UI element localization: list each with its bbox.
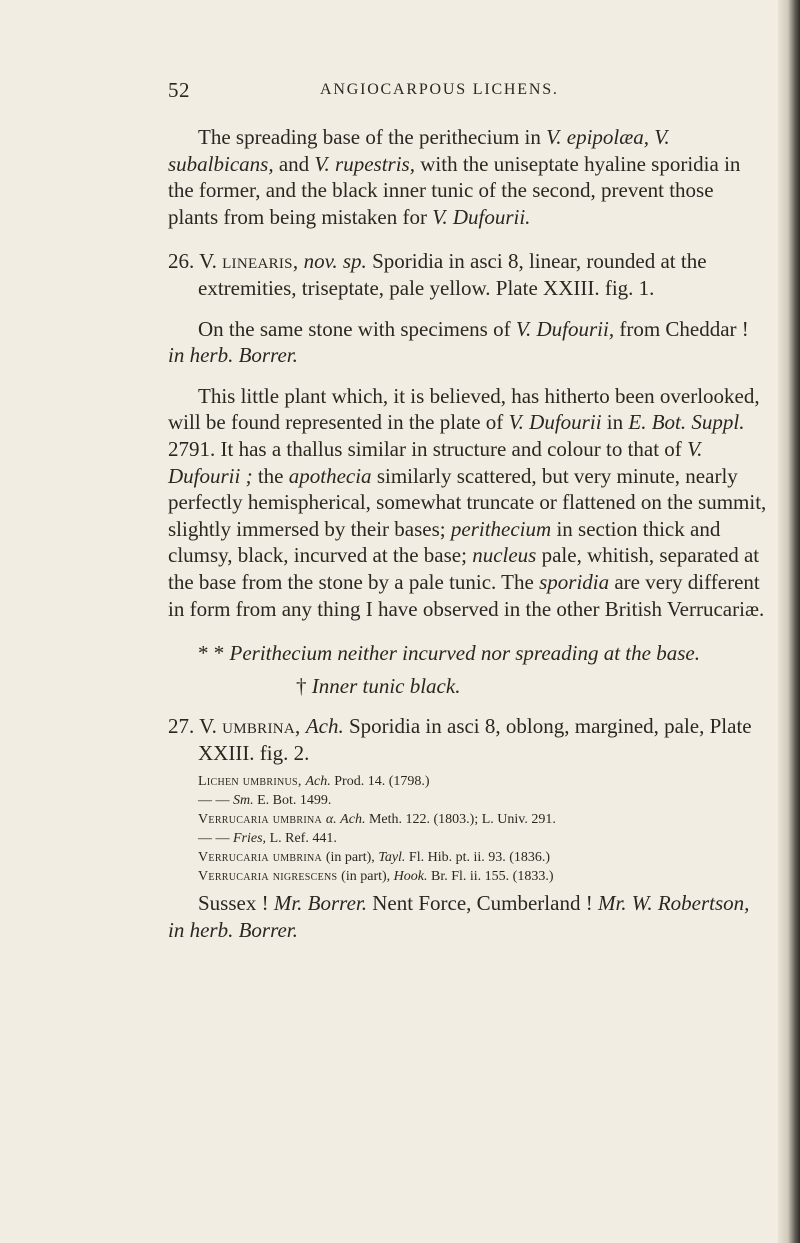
running-title: ANGIOCARPOUS LICHENS. — [320, 81, 559, 98]
synonym-line: Verrucaria umbrina α. Ach. Meth. 122. (1803.); L. Univ. 291. — [198, 812, 556, 828]
page-edge-shadow — [778, 0, 800, 1243]
paragraph-locality-27: Sussex ! Mr. Borrer. Nent Force, Cumberland ! Mr. W. Robertson, in herb. Borrer. — [168, 891, 750, 943]
section-subheading: † Inner tunic black. — [296, 673, 461, 698]
paragraph-intro: The spreading base of the perithecium in V. epipolæa, V. subalbicans, and V. rupestris, with the uniseptate hyaline sporidia in the former, and the black inner tunic of the second, prevent those plants from being mistaken for V. Dufourii. — [168, 125, 741, 229]
species-entry-27: 27. V. umbrina, Ach. Sporidia in asci 8, oblong, margined, pale, Plate XXIII. fig. 2. — [168, 714, 752, 765]
running-head — [168, 78, 768, 114]
section-heading: * * Perithecium neither incurved nor spreading at the base. — [198, 641, 700, 666]
synonym-line: Lichen umbrinus, Ach. Prod. 14. (1798.) — [198, 774, 430, 790]
synonymy-list — [168, 772, 768, 886]
paragraph-locality-26: On the same stone with specimens of V. Dufourii, from Cheddar ! in herb. Borrer. — [168, 316, 749, 368]
synonym-line: — — Fries, L. Ref. 441. — [198, 831, 337, 847]
synonym-line: Verrucaria umbrina (in part), Tayl. Fl. Hib. pt. ii. 93. (1836.) — [198, 850, 551, 866]
species-entry-26: 26. V. linearis, nov. sp. Sporidia in asci 8, linear, rounded at the extremities, triseptate, pale yellow. Plate XXIII. fig. 1. — [168, 249, 707, 300]
page-body — [168, 78, 768, 944]
synonym-line: Verrucaria nigrescens (in part), Hook. Br. Fl. ii. 155. (1833.) — [198, 869, 554, 885]
synonym-line: — — Sm. E. Bot. 1499. — [198, 793, 332, 809]
page-number: 52 — [168, 78, 190, 102]
paragraph-description-26: This little plant which, it is believed, has hitherto been overlooked, will be found represented in the plate of V. Dufourii in E. Bot. Suppl. 2791. It has a thallus similar in structure and colour to that of V. Dufourii ; the apothecia similarly scattered, but very minute, nearly perfectly hemispherical, somewhat truncate or flattened on the summit, slightly immersed by their bases; perithecium in section thick and clumsy, black, incurved at the base; nucleus pale, whitish, separated at the base from the stone by a pale tunic. The sporidia are very different in form from any thing I have observed in the other British Verrucariæ. — [168, 383, 767, 621]
